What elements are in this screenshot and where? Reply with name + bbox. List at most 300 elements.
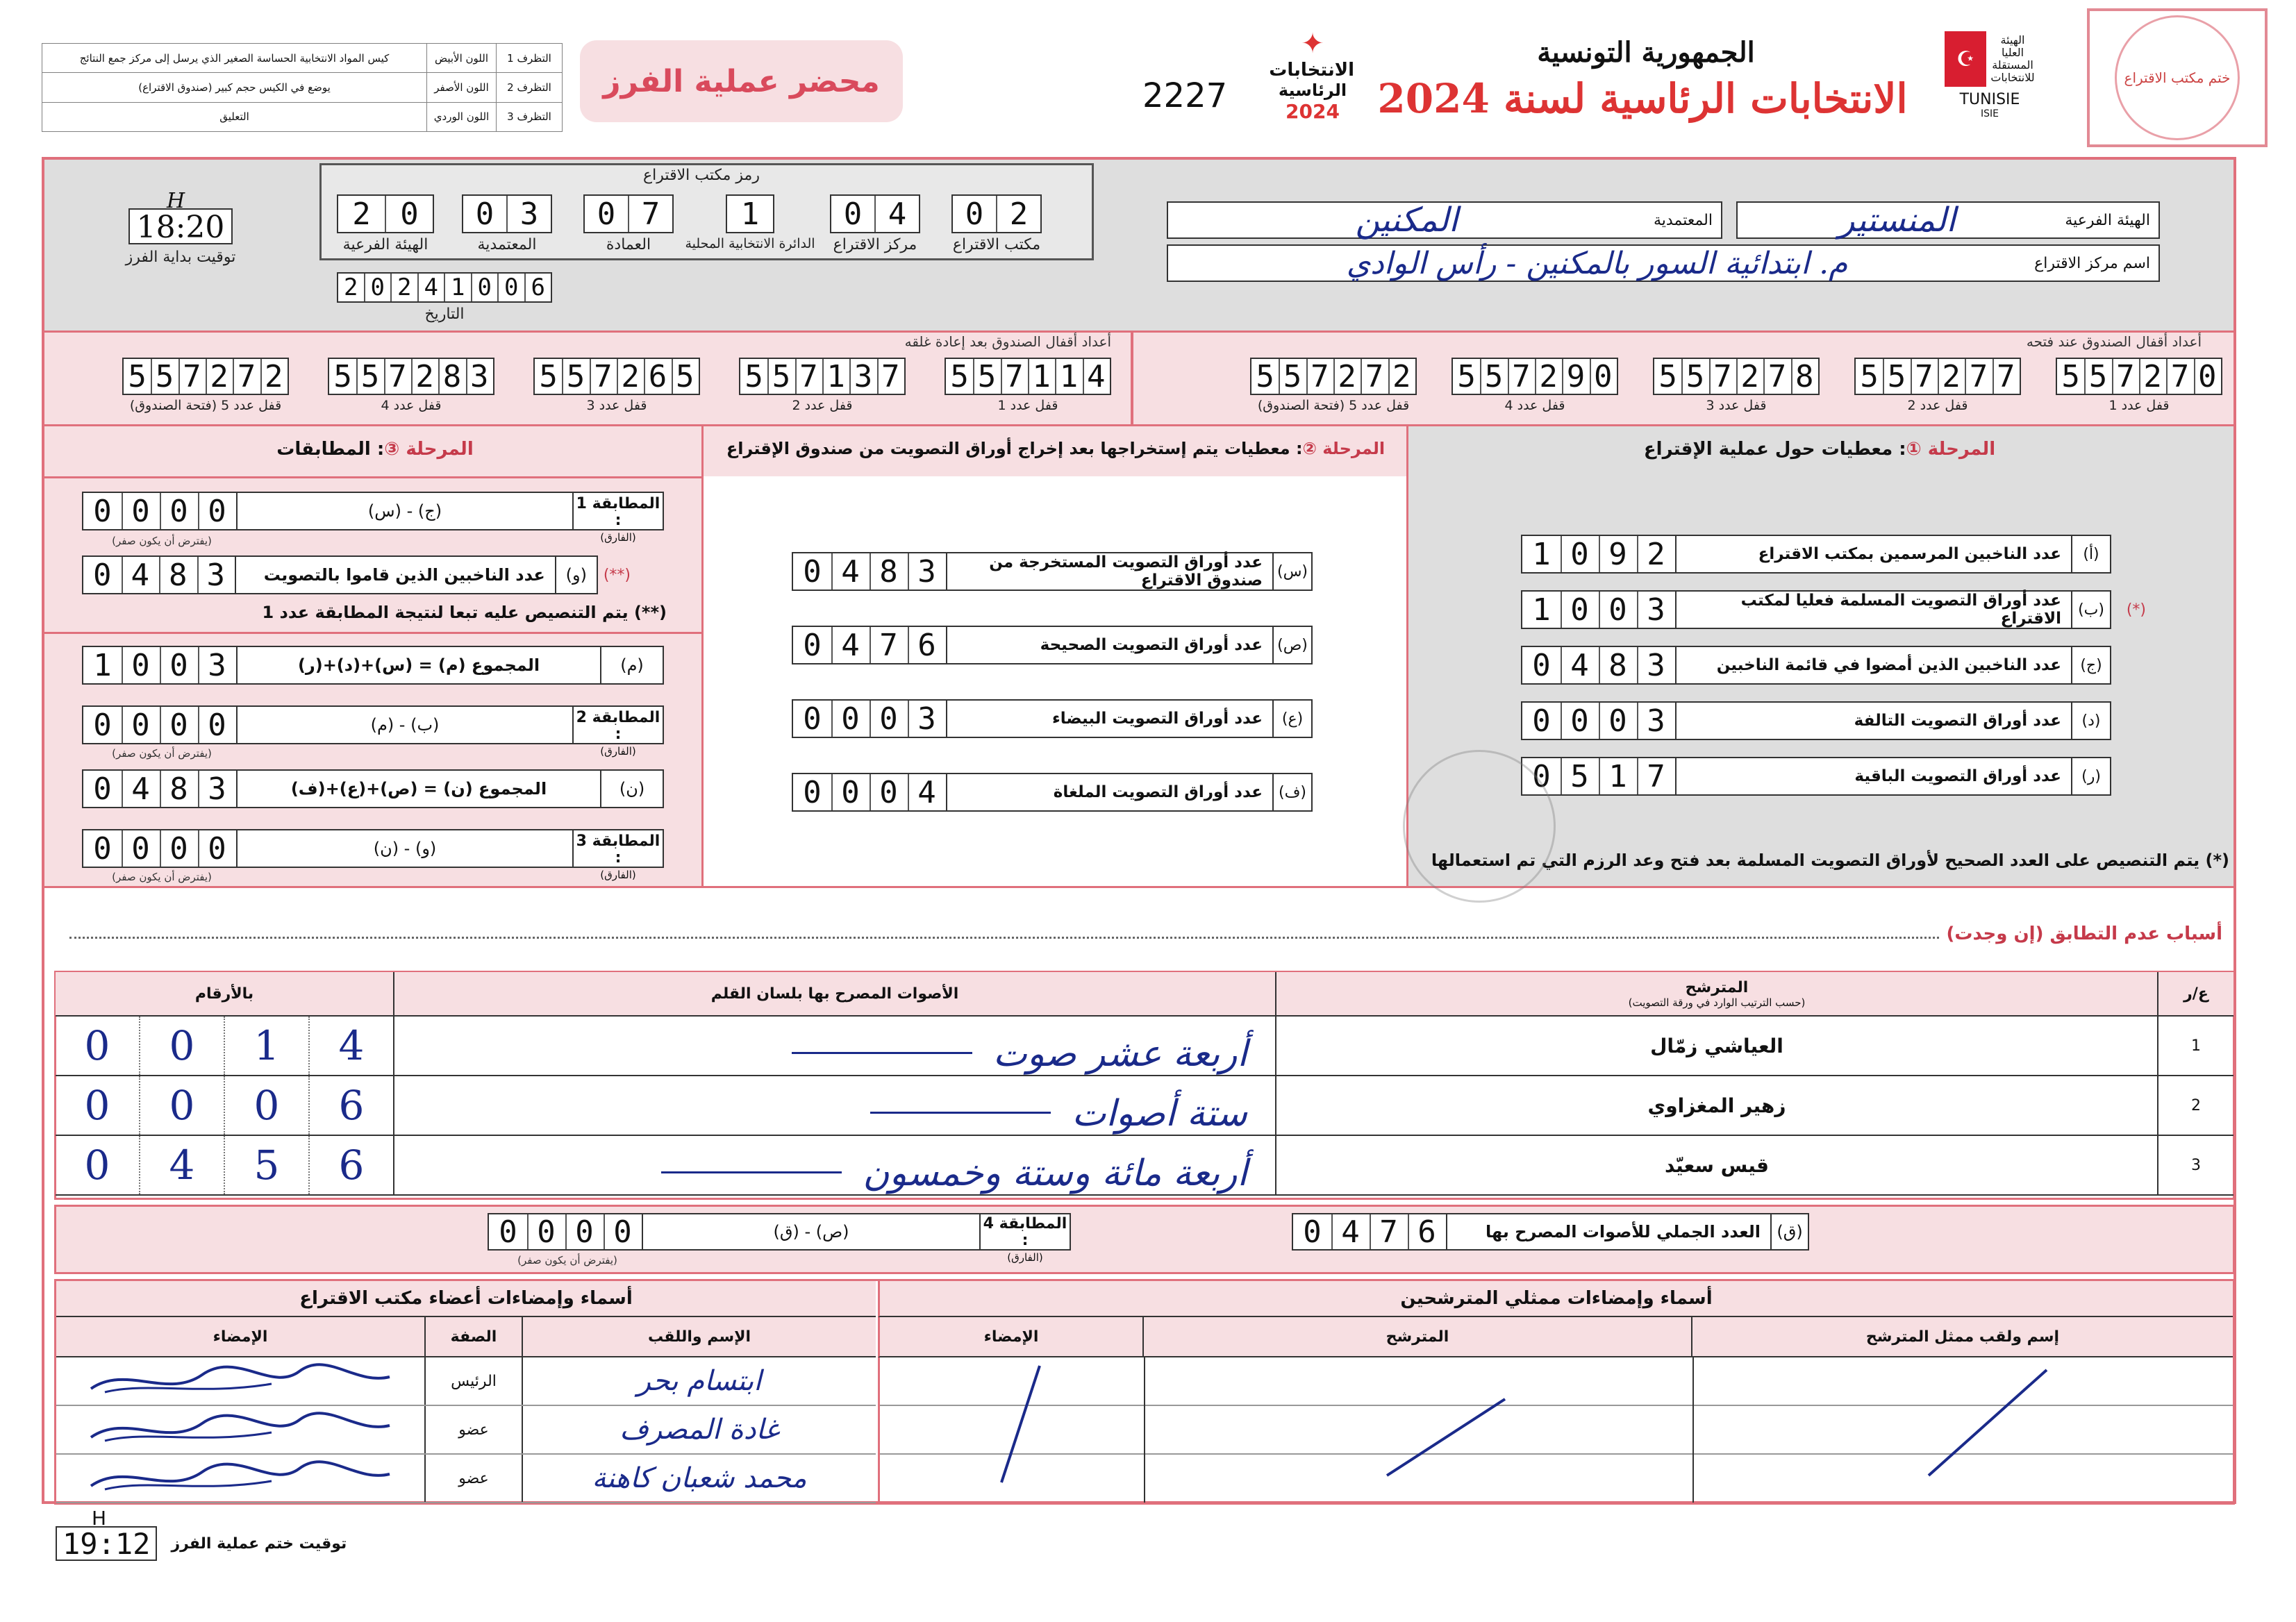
candidate-digit: 4 <box>140 1136 225 1194</box>
rep-col-name: إسم ولقب ممثل المترشح <box>1691 1317 2233 1356</box>
stage3-title <box>56 439 694 460</box>
digit-char: 0 <box>93 557 112 593</box>
sum-m-formula: المجموع (م) = (س)+(د)+(ر) <box>236 647 600 683</box>
start-time-value: 18:20 <box>136 210 225 245</box>
member-row <box>56 1455 876 1503</box>
digit-separator <box>1637 592 1638 628</box>
candidate-digit: 1 <box>225 1017 310 1075</box>
legend-label-1: التظرف 1 <box>497 44 563 73</box>
digit-char: 3 <box>206 557 225 593</box>
q-value <box>1293 1214 1446 1249</box>
digit-char: 3 <box>208 771 226 807</box>
row-text: عدد أوراق التصويت الباقية <box>1675 758 2071 794</box>
date-label: التاريخ <box>424 306 465 323</box>
digit-separator <box>1331 1214 1333 1249</box>
digit-char: 5 <box>333 358 352 394</box>
candidate-num: 1 <box>2157 1017 2233 1075</box>
sig-members-col-headers <box>56 1317 876 1357</box>
digit-separator <box>198 647 199 683</box>
candidate-row <box>56 1136 2233 1196</box>
digit-char: 0 <box>1570 536 1589 572</box>
code-label: العمادة <box>606 236 651 253</box>
stage3-title-num: المرحلة ③ <box>384 439 474 460</box>
code-group-constituency <box>677 194 823 251</box>
digit-char: 3 <box>854 358 873 394</box>
date-digit: 1 <box>444 274 471 301</box>
digit-separator <box>233 359 234 394</box>
row-star: (*) <box>2126 601 2146 619</box>
isie-latin: TUNISIE <box>1959 91 2020 108</box>
stage2-title-num: المرحلة ② <box>1302 439 1386 458</box>
faint-stamp <box>1403 750 1556 903</box>
digit-char: 0 <box>537 1214 556 1250</box>
candidate-num: 2 <box>2157 1076 2233 1135</box>
digit-separator <box>1590 359 1591 394</box>
digit-char: 8 <box>879 553 898 590</box>
election-logo-line2: الرئاسية <box>1278 81 1347 100</box>
digit-separator <box>562 359 563 394</box>
code-digit: 1 <box>740 196 760 232</box>
mismatch-label: أسباب عدم التطابق (إن وجدت) <box>1946 923 2222 944</box>
match1-sub: (الفارق) <box>600 531 636 544</box>
row-text: عدد أوراق التصويت التالفة <box>1675 703 2071 739</box>
lock-value <box>739 358 906 395</box>
digit-char: 0 <box>131 493 150 529</box>
digit-char: 0 <box>1532 647 1551 683</box>
delegation-field <box>1167 201 1722 239</box>
digit-char: 8 <box>442 358 462 394</box>
match4-label: المطابقة 4 : <box>983 1215 1067 1249</box>
digit-char: 0 <box>169 830 188 867</box>
stage1-row <box>1521 701 2111 740</box>
digit-char: 2 <box>1740 358 1759 394</box>
digit-separator <box>617 359 618 394</box>
digit-char: 1 <box>1032 358 1051 394</box>
digit-char: 7 <box>1311 358 1329 394</box>
lock-label: قفل عدد 5 (فتحة الصندوق) <box>129 398 282 413</box>
digit-separator <box>198 830 199 867</box>
sum-n-value <box>83 771 236 807</box>
match1-label: المطابقة 1 : <box>576 495 660 529</box>
lock-label: قفل عدد 5 (فتحة الصندوق) <box>1257 398 1410 413</box>
digit-char: 6 <box>1417 1214 1436 1250</box>
digit-separator <box>644 359 645 394</box>
row-text: عدد أوراق التصويت الصحيحة <box>946 627 1272 663</box>
digit-char: 0 <box>169 647 188 683</box>
stage2-row <box>792 552 1313 591</box>
lock-value <box>1653 358 1820 395</box>
sum-n-formula: المجموع (ن) = (ص)+(ع)+(ف) <box>236 771 600 807</box>
digit-separator <box>1709 359 1711 394</box>
lock-label: قفل عدد 2 <box>792 398 853 413</box>
sig-col-signature: الإمضاء <box>213 1328 268 1346</box>
digit-char: 0 <box>1608 592 1627 628</box>
member-signature <box>56 1357 424 1405</box>
member-role: عضو <box>424 1406 522 1453</box>
digit-separator <box>1388 359 1390 394</box>
code-digit: 4 <box>874 196 919 232</box>
stage2-row <box>792 773 1313 812</box>
delegation-label: المعتمدية <box>1654 211 1713 229</box>
match2-sub: (الفارق) <box>600 745 636 758</box>
row-value <box>1522 592 1675 628</box>
digit-char: 0 <box>93 830 112 867</box>
isie-logo <box>1931 31 2049 149</box>
digit-char: 5 <box>1570 758 1589 794</box>
digit-char: 0 <box>169 707 188 743</box>
row-letter: (ب) <box>2071 592 2110 628</box>
code-label: الدائرة الانتخابية المحلية <box>685 236 815 251</box>
member-role: عضو <box>424 1455 522 1502</box>
col-words: الأصوات المصرح بها بلسان القلم <box>393 972 1275 1015</box>
digit-separator <box>1763 359 1765 394</box>
voters-star: (**) <box>603 566 631 584</box>
row-letter: (ع) <box>1272 701 1311 737</box>
member-signature <box>56 1455 424 1502</box>
words-underline <box>870 1112 1051 1114</box>
isie-line2: العليا <box>2001 46 2024 59</box>
sum-m-value <box>83 647 236 683</box>
digit-char: 0 <box>208 707 226 743</box>
digit-char: 8 <box>1795 358 1814 394</box>
q-total-row <box>1292 1213 1809 1251</box>
start-time-sup: H <box>167 189 185 213</box>
sig-col-name: الإسم واللقب <box>522 1317 876 1356</box>
stage1-rows <box>1521 535 2146 812</box>
lock-open-5 <box>1250 358 1417 420</box>
center-field <box>1167 244 2160 282</box>
digit-char: 4 <box>841 627 860 663</box>
digit-separator <box>822 359 824 394</box>
sig-reps-title: أسماء وإمضاءات ممثلي المترشحين <box>1400 1288 1713 1309</box>
q-text: العدد الجملي للأصوات المصرح بها <box>1446 1214 1770 1249</box>
republic-name: الجمهورية التونسية <box>1537 36 1755 69</box>
member-row <box>56 1357 876 1406</box>
lock-label: قفل عدد 1 <box>997 398 1058 413</box>
digit-separator <box>831 627 833 663</box>
digit-char: 3 <box>1647 703 1665 739</box>
digit-separator <box>122 557 123 593</box>
stage1-row <box>1521 646 2111 685</box>
candidate-digit: 0 <box>225 1076 310 1135</box>
digit-separator <box>2139 359 2140 394</box>
start-time <box>118 189 243 266</box>
digit-separator <box>1993 359 1994 394</box>
row-letter: (ف) <box>1272 774 1311 810</box>
digit-char: 7 <box>594 358 613 394</box>
digit-char: 3 <box>470 358 489 394</box>
digit-char: 2 <box>1338 358 1356 394</box>
election-logo <box>1271 28 1354 139</box>
lock-open-2 <box>1854 358 2021 420</box>
digit-separator <box>206 359 207 394</box>
digit-char: 0 <box>208 830 226 867</box>
election-logo-line1: الانتخابات <box>1269 60 1354 81</box>
code-digit: 0 <box>965 196 984 232</box>
end-time <box>56 1507 347 1561</box>
digit-separator <box>1561 647 1562 683</box>
start-time-label: توقيت بداية الفرز <box>125 249 236 266</box>
digit-char: 7 <box>1379 1214 1398 1250</box>
digit-separator <box>908 627 909 663</box>
code-group-sub-authority <box>337 194 434 253</box>
member-row <box>56 1406 876 1455</box>
code-digit: 2 <box>352 196 371 232</box>
candidates-table <box>56 972 2233 1196</box>
code-label: مكتب الاقتراع <box>952 236 1041 253</box>
row-letter: (ص) <box>1272 627 1311 663</box>
stage2-divider <box>701 426 704 888</box>
sig-reps-col-headers <box>878 1317 2233 1357</box>
candidate-row <box>56 1076 2233 1136</box>
digit-char: 5 <box>566 358 585 394</box>
stage1-row <box>1521 757 2111 796</box>
digit-separator <box>672 359 673 394</box>
isie-sub: ISIE <box>1981 108 1999 119</box>
digit-separator <box>795 359 797 394</box>
end-time-label: توقيت ختم عملية الفرز <box>171 1535 347 1553</box>
sig-members-header <box>56 1281 876 1317</box>
lock-label: قفل عدد 2 <box>1907 398 1968 413</box>
digit-char: 4 <box>841 553 860 590</box>
row-value <box>793 774 946 810</box>
candidate-words-text: أربعة مائة وستة وخمسون <box>863 1153 1247 1194</box>
match3-value <box>83 830 236 867</box>
candidate-digits <box>56 1017 393 1075</box>
digit-char: 1 <box>93 647 112 683</box>
office-stamp-text: ختم مكتب الاقتراع <box>2115 15 2240 140</box>
candidates-header <box>56 972 2233 1017</box>
digit-char: 0 <box>93 493 112 529</box>
locks-divider <box>1131 331 1133 426</box>
lock-label: قفل عدد 1 <box>2108 398 2170 413</box>
stage2-rows <box>792 552 1313 846</box>
row-text: عدد أوراق التصويت الملغاة <box>946 774 1272 810</box>
office-stamp <box>2087 8 2268 147</box>
digit-separator <box>356 359 358 394</box>
digit-char: 0 <box>879 701 898 737</box>
digit-separator <box>973 359 974 394</box>
sum-m-row <box>82 646 664 685</box>
digit-separator <box>1637 536 1638 572</box>
lock-close-4 <box>328 358 494 420</box>
sub-authority-label: الهيئة الفرعية <box>2065 211 2150 229</box>
col-name <box>1275 972 2157 1015</box>
digit-char: 5 <box>2061 358 2080 394</box>
digit-char: 1 <box>1532 592 1551 628</box>
candidate-digit: 5 <box>225 1136 310 1194</box>
digit-char: 1 <box>1059 358 1079 394</box>
col-name-sub: (حسب الترتيب الوارد في ورقة التصويت) <box>1628 996 1806 1009</box>
digit-char: 5 <box>1283 358 1302 394</box>
digit-separator <box>198 771 199 807</box>
legend-desc-2: يوضع في الكيس حجم كبير (صندوق الاقتراع) <box>42 73 427 102</box>
match3-zero-note: (يفترض أن يكون صفر) <box>112 871 212 883</box>
locks-close-title: أعداد أقفال الصندوق بعد إعادة غلقه <box>904 333 1111 350</box>
digit-char: 3 <box>917 553 936 590</box>
date-digit: 2 <box>390 274 417 301</box>
digit-char: 0 <box>1303 1214 1322 1250</box>
col-digits: بالأرقام <box>194 985 254 1003</box>
date-digit: 0 <box>497 274 524 301</box>
row-letter: (س) <box>1272 553 1311 590</box>
digit-separator <box>590 359 591 394</box>
digit-separator <box>870 774 871 810</box>
digit-separator <box>1561 536 1562 572</box>
digit-separator <box>384 359 385 394</box>
digit-separator <box>527 1214 529 1249</box>
date-digit: 2 <box>344 274 358 301</box>
digit-char: 5 <box>772 358 791 394</box>
code-digit: 2 <box>996 196 1040 232</box>
digit-char: 5 <box>744 358 763 394</box>
digit-separator <box>160 771 161 807</box>
legend-desc-1: كيس المواد الانتخابية الحساسة الصغير الذي يرسل إلى مركز جمع النتائج <box>42 44 427 73</box>
lock-value <box>328 358 494 395</box>
match2-zero-note: (يفترض أن يكون صفر) <box>112 747 212 760</box>
stage1-title <box>1417 439 2222 460</box>
digit-separator <box>1911 359 1912 394</box>
digit-char: 7 <box>1997 358 2015 394</box>
digit-char: 4 <box>131 557 149 593</box>
digit-char: 0 <box>803 627 822 663</box>
digit-separator <box>1535 359 1536 394</box>
digit-separator <box>1028 359 1029 394</box>
code-digit: 3 <box>506 196 551 232</box>
digit-separator <box>1561 758 1562 794</box>
stages-bottom-line <box>44 886 2233 888</box>
sig-col-role: الصفة <box>424 1317 522 1356</box>
sum-n-letter: (ن) <box>600 771 663 807</box>
end-time-value: 19:12 <box>63 1526 151 1561</box>
code-digit: 0 <box>385 196 433 232</box>
election-logo-icon: ✦ <box>1301 28 1324 60</box>
digit-separator <box>1370 1214 1371 1249</box>
stage3-note2: (**) يتم التنصيص عليه تبعا لنتيجة المطابقة عدد 1 <box>262 603 667 622</box>
voters-text: عدد الناخبين الذين قاموا بالتصويت <box>263 565 545 585</box>
digit-char: 0 <box>613 1214 632 1250</box>
lock-open-4 <box>1451 358 1618 420</box>
row-letter: (أ) <box>2071 536 2110 572</box>
digit-separator <box>159 557 160 593</box>
sig-members-rows <box>56 1357 876 1503</box>
digit-char: 8 <box>169 557 188 593</box>
digit-char: 6 <box>648 358 667 394</box>
digit-separator <box>1791 359 1792 394</box>
digit-char: 1 <box>1608 758 1627 794</box>
digit-char: 3 <box>917 701 936 737</box>
digit-separator <box>198 707 199 743</box>
candidate-digits <box>56 1136 393 1194</box>
digit-char: 0 <box>803 701 822 737</box>
digit-char: 7 <box>1365 358 1384 394</box>
lock-value <box>945 358 1111 395</box>
sum-n-row <box>82 769 664 808</box>
lock-value <box>1250 358 1417 395</box>
stage2-title-text: : معطيات يتم إستخراجها بعد إخراج أوراق التصويت من صندوق الإقتراع <box>726 439 1303 458</box>
code-digit: 0 <box>597 196 616 232</box>
words-underline <box>661 1171 842 1173</box>
digit-separator <box>908 701 909 737</box>
match3-sub: (الفارق) <box>600 869 636 881</box>
digit-char: 2 <box>1647 536 1665 572</box>
digit-separator <box>849 359 851 394</box>
digit-separator <box>122 647 123 683</box>
digit-char: 2 <box>415 358 434 394</box>
q-letter: (ق) <box>1770 1214 1808 1249</box>
digit-separator <box>260 359 262 394</box>
digit-char: 1 <box>826 358 845 394</box>
digit-separator <box>2166 359 2168 394</box>
digit-separator <box>1408 1214 1409 1249</box>
digit-char: 0 <box>208 493 226 529</box>
match2-value <box>83 707 236 743</box>
code-digit: 7 <box>628 196 672 232</box>
digit-char: 0 <box>1570 703 1589 739</box>
digit-char: 0 <box>879 774 898 810</box>
words-underline <box>792 1052 972 1054</box>
digit-char: 3 <box>1647 647 1665 683</box>
candidate-digits <box>56 1076 393 1135</box>
digit-char: 9 <box>1566 358 1586 394</box>
stage3-inner-line <box>44 476 701 478</box>
digit-separator <box>466 359 467 394</box>
digit-char: 0 <box>499 1214 517 1250</box>
digit-char: 0 <box>575 1214 594 1250</box>
digit-char: 4 <box>917 774 936 810</box>
stage2-row <box>792 699 1313 738</box>
legend-color-1: اللون الأبيض <box>427 44 497 73</box>
row-text: عدد أوراق التصويت البيضاء <box>946 701 1272 737</box>
date-digit: 6 <box>524 274 551 301</box>
sub-authority-value: المنستير <box>1838 201 1956 240</box>
digit-separator <box>1599 758 1600 794</box>
stage3-title-text: : المطابقات <box>276 439 385 460</box>
tunisia-flag-icon: ☪ <box>1945 31 1986 87</box>
candidate-words <box>393 1076 1275 1135</box>
match1-formula: (ج) - (س) <box>236 493 572 529</box>
digit-char: 8 <box>1608 647 1627 683</box>
digit-separator <box>160 493 161 529</box>
code-group-office <box>951 194 1042 253</box>
digit-separator <box>565 1214 567 1249</box>
lock-label: قفل عدد 4 <box>1504 398 1565 413</box>
digit-separator <box>1599 592 1600 628</box>
col-num: ع/ر <box>2157 972 2233 1015</box>
lock-value <box>1854 358 2021 395</box>
digit-separator <box>411 359 413 394</box>
member-name: ابتسام بحر <box>522 1357 876 1405</box>
sig-reps-body <box>878 1357 2233 1503</box>
digit-separator <box>160 647 161 683</box>
digit-char: 7 <box>1647 758 1665 794</box>
row-text: عدد أوراق التصويت المستخرجة من صندوق الاقتراع <box>946 553 1272 590</box>
digit-char: 5 <box>539 358 558 394</box>
candidate-digit: 0 <box>56 1076 140 1135</box>
digit-char: 9 <box>1608 536 1627 572</box>
digit-separator <box>1562 359 1563 394</box>
center-label: اسم مركز الاقتراع <box>2034 254 2150 272</box>
digit-separator <box>1637 703 1638 739</box>
signature-scribble-icon <box>63 1455 424 1500</box>
member-role: الرئيس <box>424 1357 522 1405</box>
digit-separator <box>1599 647 1600 683</box>
digit-separator <box>1637 647 1638 683</box>
digit-separator <box>767 359 769 394</box>
member-name: محمد شعبان كاهنة <box>522 1455 876 1502</box>
lock-value <box>533 358 700 395</box>
digit-separator <box>1681 359 1683 394</box>
